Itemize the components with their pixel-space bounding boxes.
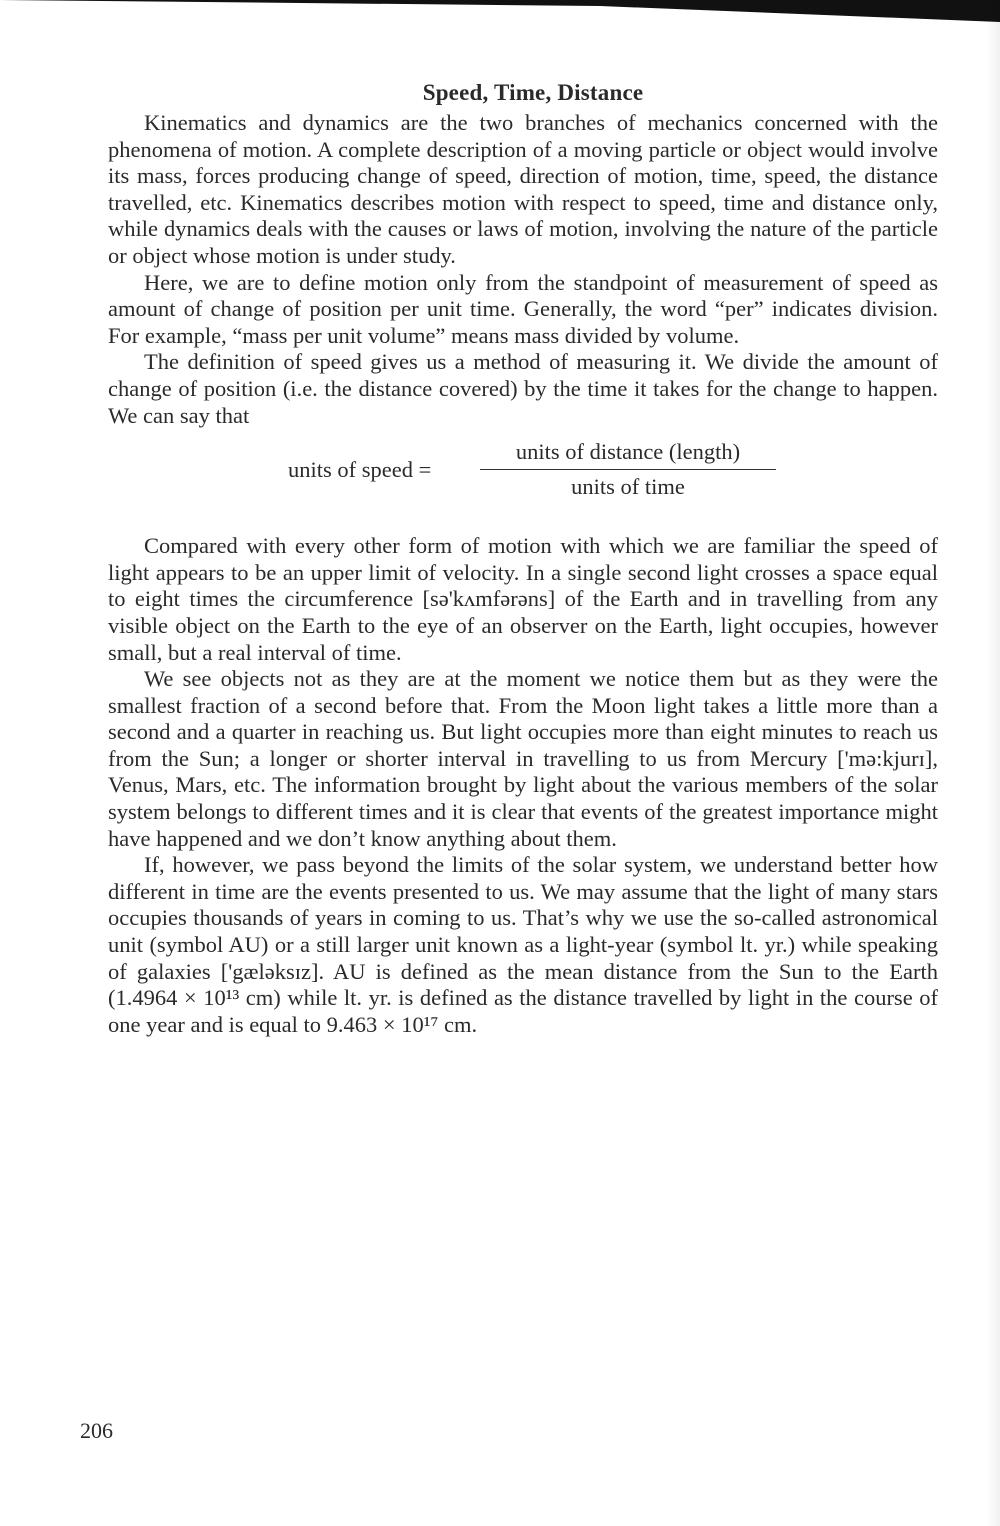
page-edge-shadow [986, 0, 1000, 1526]
page-content [108, 78, 938, 1038]
formula-lhs: units of speed = [288, 457, 432, 483]
section-title: Speed, Time, Distance [422, 80, 644, 105]
paragraph-seeing-objects: We see objects not as they are at the moment we notice them but as they were the smallest fraction of a second before that. From the Moon light takes a little more than a second and a quarter in reaching us. But light occupies more than eight minutes to reach us from the Sun; a longer or shorter interval in travelling to us from Mercury ['mə:kjurɪ], Venus, Mars, etc. The information brought by light about the various members of the solar system belongs to different times and it is clear that events of the greatest importance might have happened and we don’t know anything about them. [108, 666, 938, 851]
scan-edge-shadow [0, 0, 1000, 22]
formula-numerator: units of distance (length) [480, 439, 776, 470]
paragraph-astronomical-units: If, however, we pass beyond the limits of the solar system, we understand better how different in time are the events presented to us. We may assume that the light of many stars occupies thousands of years in coming to us. That’s why we use the so-called astronomical unit (symbol AU) or a still larger unit known as a light-year (symbol lt. yr.) while speaking of galaxies ['gæləksɪz]. AU is defined as the mean distance from the Sun to the Earth (1.4964 × 10¹³ cm) while lt. yr. is defined as the distance travelled by light in the course of one year and is equal to 9.463 × 10¹⁷ cm. [108, 852, 938, 1037]
paragraph-speed-of-light: Compared with every other form of motion with which we are familiar the speed of light appears to be an upper limit of velocity. In a single second light crosses a space equal to eight times the circumference [sə'kʌmfərəns] of the Earth and in travelling from any visible object on the Earth to the eye of an observer on the Earth, light occupies, however small, but a real interval of time. [108, 533, 938, 665]
paragraph-measuring: The definition of speed gives us a method of measuring it. We divide the amount of change of position (i.e. the distance covered) by the time it takes for the change to happen. We can say that [108, 349, 938, 428]
formula-fraction [480, 439, 776, 500]
paragraph-kinematics: Kinematics and dynamics are the two branches of mechanics concerned with the phenomena of motion. A complete description of a moving particle or object would involve its mass, forces producing change of speed, direction of motion, time, speed, the distance travelled, etc. Kinematics describes motion with respect to speed, time and distance only, while dynamics deals with the causes or laws of motion, involving the nature of the particle or object whose motion is under study. [108, 110, 938, 268]
speed-formula [108, 435, 938, 525]
paragraph-definition: Here, we are to define motion only from the standpoint of measurement of speed as amount of change of position per unit time. Generally, the word “per” indicates division. For example, “mass per unit volume” means mass divided by volume. [108, 269, 938, 348]
page-number: 206 [80, 1418, 113, 1443]
formula-denominator: units of time [571, 474, 685, 500]
